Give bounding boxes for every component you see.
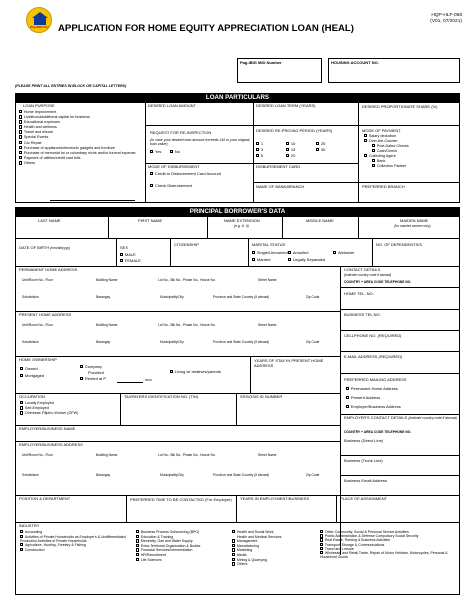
payment-mode-list — [364, 134, 409, 169]
industry-col-1 — [20, 530, 132, 552]
desired-amount-label: DESIRED LOAN AMOUNT — [148, 103, 197, 108]
present-address-label: PRESENT HOME ADDRESS — [19, 312, 72, 317]
payment-option[interactable]: Bank — [364, 159, 409, 164]
mailing-option[interactable]: Permanent Home Address — [346, 387, 398, 391]
address-part: Barangay — [96, 295, 111, 299]
industry-option[interactable]: Public Administration & Defense Compulsory Social Security — [320, 534, 454, 538]
tin-label: TAXPAYERS IDENTIFICATION NO. (TIN) — [124, 394, 199, 399]
employer-name-label: EMPLOYER/BUSINESS NAME — [19, 426, 76, 431]
industry-option[interactable]: Construction — [20, 548, 132, 553]
disbursement-option[interactable]: Check Disbursement — [150, 184, 192, 188]
industry-label: INDUSTRY — [19, 523, 40, 528]
reinspection-note: (In case your desired loan amount exceeds 1M or your original loan value) — [150, 138, 250, 147]
payment-option[interactable]: Collecting Agent — [364, 154, 409, 159]
years-employment-label: YEARS IN EMPLOYMENT/BUSINESS — [240, 496, 310, 501]
address-part: Lot No., Blk No., Phase No., House No. — [158, 453, 216, 457]
marital-option[interactable]: Legally Separated — [288, 258, 325, 262]
occupation-label: OCCUPATION — [19, 394, 46, 399]
address-part: Unit/Room No., Floor — [22, 453, 53, 457]
address-part: Building Name — [96, 323, 118, 327]
last-name-label: LAST NAME — [38, 218, 61, 223]
address-part: Unit/Room No., Floor — [22, 323, 53, 327]
employer-address-label: EMPLOYER/BUSINESS ADDRESS — [19, 442, 83, 447]
repricing-option[interactable]: 25 — [316, 142, 325, 146]
sex-label: SEX — [120, 245, 129, 250]
borrower-data-header: PRINCIPAL BORROWER'S DATA — [15, 207, 460, 216]
address-part: Lot No., Blk No., Phase No., House No. — [158, 278, 216, 282]
disbursement-mode-label: MODE OF DISBURSEMENT — [148, 164, 200, 169]
ownership-option[interactable]: Company — [80, 365, 102, 369]
sex-female[interactable]: FEMALE — [120, 259, 141, 263]
place-assignment-label: PLACE OF ASSIGNMENT — [340, 496, 388, 501]
occupation-option[interactable]: Overseas Filipino Worker (OFW) — [20, 411, 78, 416]
employer-contact-label: EMPLOYER'S CONTACT DETAILS (Indicate country code if abroad) — [344, 415, 457, 420]
marital-option[interactable]: Widow/er — [333, 251, 355, 255]
industry-col-3 — [232, 530, 281, 567]
purpose-option[interactable]: Payment of utilities/credit card bills — [19, 156, 143, 161]
address-part: Province and State Country (if abroad) — [213, 340, 270, 344]
maiden-name-label: MAIDEN NAME — [400, 218, 429, 223]
industry-option[interactable]: Media — [232, 553, 281, 558]
purpose-option[interactable]: Special Events — [19, 135, 143, 140]
repricing-option[interactable]: 30 — [316, 148, 325, 152]
industry-option[interactable]: Business Process Outsourcing (BPO) — [136, 530, 200, 535]
purpose-option[interactable]: Home Improvement — [19, 110, 143, 115]
marital-status-label: MARITAL STATUS — [252, 242, 286, 247]
name-extension-eg: (e.g. Jr. II) — [234, 224, 249, 228]
address-part: Subdivision — [22, 340, 39, 344]
first-name-label: FIRST NAME — [138, 218, 163, 223]
purpose-option[interactable]: Educational expenses — [19, 120, 143, 125]
repricing-option[interactable]: 20 — [286, 154, 295, 158]
address-part: Building Name — [96, 278, 118, 282]
reinspection-no[interactable]: No — [170, 150, 180, 154]
industry-option[interactable]: Manufacturing — [232, 544, 281, 549]
position-label: POSITION & DEPARTMENT — [19, 496, 71, 501]
industry-option[interactable]: Electricity, Gas and Water Supply — [136, 539, 200, 544]
address-part: Province and State Country (if abroad) — [213, 473, 270, 477]
address-part: Barangay — [96, 340, 111, 344]
loan-purpose-list — [19, 110, 143, 166]
industry-option[interactable]: Mining & Quarrying — [232, 558, 281, 563]
form-version: (V01, 07/2021) — [430, 19, 462, 24]
sss-label: SSS/GSIS ID NUMBER — [240, 394, 283, 399]
print-instruction: (PLEASE PRINT ALL ENTRIES IN BLOCK OR CAPITAL LETTERS) — [15, 84, 127, 88]
purpose-option[interactable]: Car Repair — [19, 141, 143, 146]
business-email-label: Business Email Address — [344, 478, 387, 483]
industry-option[interactable]: Agriculture, Hunting, Forestry & Fishing — [20, 543, 132, 548]
purpose-option[interactable]: Purchase of memorial lot or columbary niche and/or funeral expense — [19, 151, 143, 155]
payment-option[interactable]: Collection Partner — [364, 164, 409, 169]
address-part: Street Name — [258, 453, 277, 457]
ownership-option[interactable]: Mortgaged — [20, 374, 44, 378]
email-label: E-MAIL ADDRESS (REQUIRED) — [344, 354, 403, 359]
mid-number-label: Pag-IBIG MID Number — [240, 60, 282, 65]
loan-purpose-label: LOAN PURPOSE — [23, 103, 55, 108]
employer-country-code-note: COUNTRY + AREA CODE TELEPHONE NO. — [344, 430, 412, 434]
address-part: Street Name — [258, 278, 277, 282]
address-part: Lot No., Blk No., Phase No., House No. — [158, 323, 216, 327]
preferred-branch-label: PREFERRED BRANCH — [362, 184, 405, 189]
repricing-option[interactable]: 1 — [256, 142, 263, 146]
bank-branch-label: NAME OF BANK/BRANCH — [256, 184, 305, 189]
country-code-note: COUNTRY + AREA CODE TELEPHONE NO. — [344, 280, 412, 284]
contact-details-note: (Indicate country code if abroad) — [344, 273, 392, 277]
industry-option[interactable]: Marketing — [232, 548, 281, 553]
permanent-address-label: PERMANENT HOME ADDRESS — [19, 267, 78, 272]
industry-option[interactable]: Accounting — [20, 530, 132, 535]
occupation-option[interactable]: Locally Employed — [20, 401, 78, 406]
name-extension-label: NAME EXTENSION — [224, 218, 260, 223]
address-part: Building Name — [96, 453, 118, 457]
address-part: Municipality/City — [160, 295, 184, 299]
industry-option[interactable]: Real Estate, Renting & Business Activities — [320, 538, 454, 542]
ownership-option[interactable]: Living w/ relatives/parents — [170, 370, 221, 374]
industry-option[interactable]: Others — [232, 562, 281, 567]
contact-details-label: CONTACT DETAILS — [344, 267, 381, 272]
repricing-label: DESIRED RE-PRICING PERIOD (YEARS) — [256, 128, 333, 133]
address-part: Street Name — [258, 323, 277, 327]
preferred-time-label: PREFERRED TIME TO BE CONTACTED (For Employer) — [130, 497, 232, 502]
payment-option[interactable]: Salary deduction — [364, 134, 409, 139]
citizenship-label: CITIZENSHIP — [174, 242, 199, 247]
purpose-option[interactable]: Livelihood/additional capital for business — [19, 115, 143, 120]
mailing-option[interactable]: Present Address — [346, 396, 380, 400]
payment-option[interactable]: Post-Dated Checks — [364, 144, 409, 149]
payment-option[interactable]: Over-the-Counter — [364, 139, 409, 144]
loan-particulars-header: LOAN PARTICULARS — [15, 93, 460, 102]
industry-option[interactable]: Other Community, Social & Personal Service Activities — [320, 530, 454, 534]
ownership-option[interactable]: Provided — [88, 370, 104, 375]
marital-option[interactable]: Married — [252, 258, 270, 262]
disbursement-option[interactable]: Credit to Disbursement Card Account — [150, 172, 221, 176]
address-part: Province and State Country (if abroad) — [213, 295, 270, 299]
marital-option[interactable]: Annulled — [288, 251, 308, 255]
address-part: Subdivision — [22, 473, 39, 477]
sex-male[interactable]: MALE — [120, 253, 136, 257]
industry-option[interactable]: Management — [232, 539, 281, 544]
logo-text: Pag-IBIG Fund — [30, 25, 51, 29]
ownership-option[interactable]: Owned — [20, 367, 38, 371]
business-tel-label: BUSINESS TEL NO. — [344, 312, 381, 317]
purpose-option[interactable]: Travel and leisure — [19, 130, 143, 135]
industry-option[interactable]: Activities of Private Households as Employer's & Undifferentiated Production Activities of Private Households — [20, 534, 126, 543]
dob-label: DATE OF BIRTH (mm/dd/yyyy) — [19, 245, 70, 250]
trunk-line-label: Business (Trunk Line) — [344, 458, 383, 463]
reinspection-title: REQUEST FOR RE-INSPECTION — [150, 130, 212, 135]
industry-option[interactable]: Financial Services/Intermediation — [136, 548, 200, 553]
preferred-mailing-label: PREFERRED MAILING ADDRESS — [344, 377, 407, 382]
industry-option[interactable]: Health and Social Work, — [232, 530, 281, 535]
reinspection-yes[interactable]: Yes — [150, 150, 161, 154]
form-title: APPLICATION FOR HOME EQUITY APPRECIATION LOAN (HEAL) — [58, 23, 354, 34]
address-part: Municipality/City — [160, 473, 184, 477]
industry-option[interactable]: Travel and Leisure — [320, 547, 454, 551]
address-part: Zip Code — [306, 340, 320, 344]
purpose-option[interactable]: Purchase of appliances/electronic gadgets and furniture — [19, 146, 143, 150]
home-tel-label: HOME TEL. NO. — [344, 291, 374, 296]
address-part: Subdivision — [22, 295, 39, 299]
industry-option[interactable]: Health and Medical Services — [237, 534, 282, 539]
proportionate-share-label: DESIRED PROPORTIONATE SHARE (%) — [362, 104, 438, 109]
per-month: /mo — [145, 377, 152, 382]
address-part: Unit/Room No., Floor — [22, 278, 53, 282]
housing-account-label: HOUSING ACCOUNT NO. — [331, 60, 379, 65]
purpose-option[interactable]: Health and wellness — [19, 125, 143, 130]
purpose-option[interactable]: Others — [19, 161, 143, 166]
industry-col-2 — [136, 530, 200, 562]
industry-option[interactable]: Wholesale and Retail Trade, Repair of Motor Vehicles, Motorcycles, Personal & Household Goods — [320, 551, 448, 560]
marital-option[interactable]: Single/Unmarried — [252, 251, 288, 255]
industry-option[interactable]: Education & Training — [136, 535, 200, 540]
years-stay-label: YEARS OF STAY IN PRESENT HOME ADDRESS — [254, 358, 324, 368]
direct-line-label: Business (Direct Line) — [344, 438, 384, 443]
address-part: Barangay — [96, 473, 111, 477]
address-part: Zip Code — [306, 473, 320, 477]
industry-option[interactable]: Extra-Territorial Organization & Bodies — [136, 544, 200, 549]
home-ownership-label: HOME OWNERSHIP — [19, 357, 57, 362]
occupation-list — [20, 401, 78, 416]
form-code: HQP-HLF-058 — [431, 13, 462, 18]
industry-option[interactable]: HR/Recruitment — [136, 553, 200, 558]
payment-mode-label: MODE OF PAYMENT — [362, 128, 401, 133]
repricing-option[interactable]: 5 — [256, 154, 263, 158]
payment-option[interactable]: Cash/Check — [364, 149, 409, 154]
industry-col-4 — [320, 530, 454, 559]
repricing-option[interactable]: 10 — [286, 142, 295, 146]
middle-name-label: MIDDLE NAME — [306, 218, 334, 223]
address-part: Zip Code — [306, 295, 320, 299]
address-part: Municipality/City — [160, 340, 184, 344]
occupation-option[interactable]: Self-Employed — [20, 406, 78, 411]
repricing-option[interactable]: 3 — [256, 148, 263, 152]
pagibig-logo — [26, 7, 52, 33]
maiden-name-note: (for married women only) — [394, 224, 431, 228]
industry-option[interactable]: Transport, Storage & Communications — [320, 543, 454, 547]
ownership-option[interactable]: Rented at P — [80, 377, 106, 381]
disbursement-card-label: DISBURSEMENT CARD — [256, 164, 301, 169]
mailing-option[interactable]: Employer/Business Address — [346, 405, 401, 409]
desired-term-label: DESIRED LOAN TERM (YEARS) — [256, 103, 316, 108]
industry-option[interactable]: Life Sciences — [136, 558, 200, 563]
dependents-label: NO. OF DEPENDENTS/S — [376, 242, 423, 247]
repricing-option[interactable]: 15 — [286, 148, 295, 152]
cellphone-label: CELLPHONE NO. (REQUIRED) — [344, 333, 402, 338]
